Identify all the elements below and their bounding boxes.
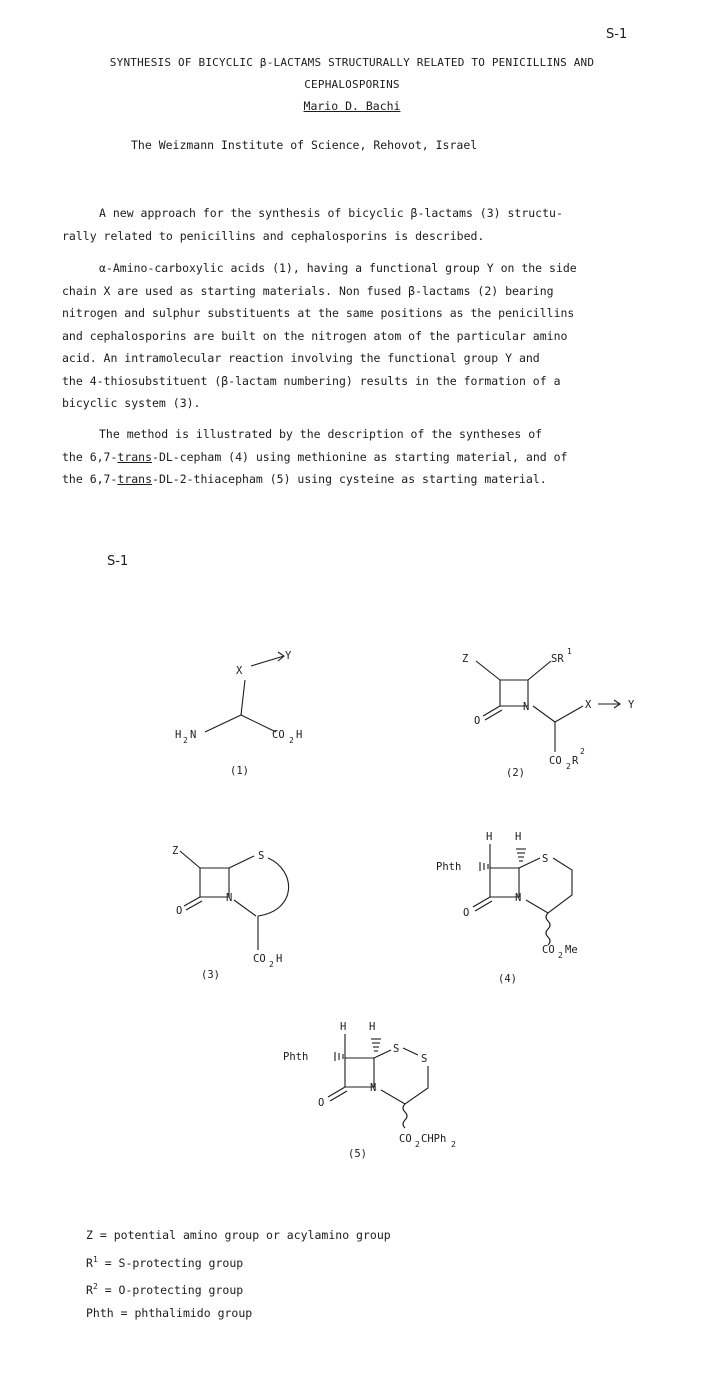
c1-co-sub: 2 [289, 736, 294, 745]
legend-r1: $R^1$ = S-protecting group [86, 1254, 244, 1270]
c2-x: X [585, 699, 592, 711]
c3-s: S [258, 850, 265, 862]
compound-2-structure [462, 647, 635, 779]
c5-co: CO [399, 1133, 412, 1145]
c1-acid-h: H [296, 729, 303, 741]
c3-o: O [176, 905, 183, 917]
legend [86, 1224, 391, 1326]
c2-r: R [572, 755, 579, 767]
c1-co: CO [272, 729, 285, 741]
compound-1-structure [175, 650, 302, 777]
c4-n: N [515, 892, 522, 904]
compound-3-structure [172, 845, 289, 981]
c5-phth: Phth [283, 1051, 309, 1063]
c2-r-sup: 2 [580, 747, 585, 756]
c2-co-sub: 2 [566, 762, 571, 771]
compound-4-structure [436, 831, 578, 985]
c2-o: O [474, 715, 481, 727]
c2-co: CO [549, 755, 562, 767]
paragraph-3: The method is illustrated by the description of the syntheses of the 6,7-trans-DL-cepham (4) using methionine as starting material, and of the 6,7-trans-DL-2-thiacepham (5) using cysteine as starting material. [62, 427, 568, 486]
c2-y: Y [628, 699, 635, 711]
figure-label: S-1 [107, 554, 129, 569]
legend-phth: Phth = phthalimido group [86, 1306, 253, 1321]
c5-s1: S [393, 1043, 400, 1055]
c4-co-sub: 2 [558, 951, 563, 960]
c3-z: Z [172, 845, 179, 857]
c5-chph: CHPh [421, 1133, 447, 1145]
c5-s2: S [421, 1053, 428, 1065]
c1-h: H [175, 729, 182, 741]
c4-h1: H [486, 831, 493, 843]
c1-y: Y [285, 650, 292, 662]
c3-co: CO [253, 953, 266, 965]
c2-sr-sup: 1 [567, 647, 572, 656]
c4-s: S [542, 853, 549, 865]
c2-n: N [523, 701, 530, 713]
c1-n: N [190, 729, 197, 741]
c4-me: Me [565, 944, 578, 956]
c4-co: CO [542, 944, 555, 956]
compound-4-label: (4) [498, 973, 517, 985]
compound-2-label: (2) [506, 767, 525, 779]
author: Mario D. Bachi [303, 99, 401, 113]
paragraph-2: α-Amino-carboxylic acids (1), having a functional group Y on the side chain X are used as starting materials. Non fused β-lactams (2) bearing nitrogen and sulphur substituents at the same positions as the penicillins and cephalosporins are built on the nitrogen atom of the particular amino acid. An intramolecular reaction involving the functional group Y and the 4-thiosubstituent (β-lactam numbering) results in the formation of a bicyclic system (3). [62, 261, 577, 410]
c4-phth: Phth [436, 861, 462, 873]
c5-o: O [318, 1097, 325, 1109]
c1-h-sub: 2 [183, 736, 188, 745]
c5-chph-sub: 2 [451, 1140, 456, 1149]
c5-n: N [370, 1082, 377, 1094]
c2-sr: SR [551, 653, 564, 665]
page-label: S-1 [606, 27, 628, 42]
c3-co-sub: 2 [269, 960, 274, 969]
compound-1-label: (1) [230, 765, 249, 777]
legend-z: Z = potential amino group or acylamino group [86, 1228, 391, 1242]
c1-x: X [236, 665, 243, 677]
c5-co-sub: 2 [415, 1140, 420, 1149]
c5-h2: H [369, 1021, 376, 1033]
c5-h1: H [340, 1021, 347, 1033]
c4-h2: H [515, 831, 522, 843]
c3-n: N [226, 892, 233, 904]
compound-5-structure [283, 1021, 456, 1160]
affiliation: The Weizmann Institute of Science, Rehovot, Israel [131, 138, 478, 152]
title-line-2: CEPHALOSPORINS [304, 78, 400, 91]
title-line-1: SYNTHESIS OF BICYCLIC β-LACTAMS STRUCTURALLY RELATED TO PENICILLINS AND [109, 56, 595, 69]
compound-3-label: (3) [201, 969, 220, 981]
c2-z: Z [462, 653, 469, 665]
c3-h: H [276, 953, 283, 965]
c4-o: O [463, 907, 470, 919]
compound-5-label: (5) [348, 1148, 367, 1160]
paragraph-1: A new approach for the synthesis of bicyclic β-lactams (3) structu- rally related to penicillins and cephalosporins is described. [62, 206, 563, 243]
legend-r2: $R^2$ = O-protecting group [86, 1281, 244, 1297]
